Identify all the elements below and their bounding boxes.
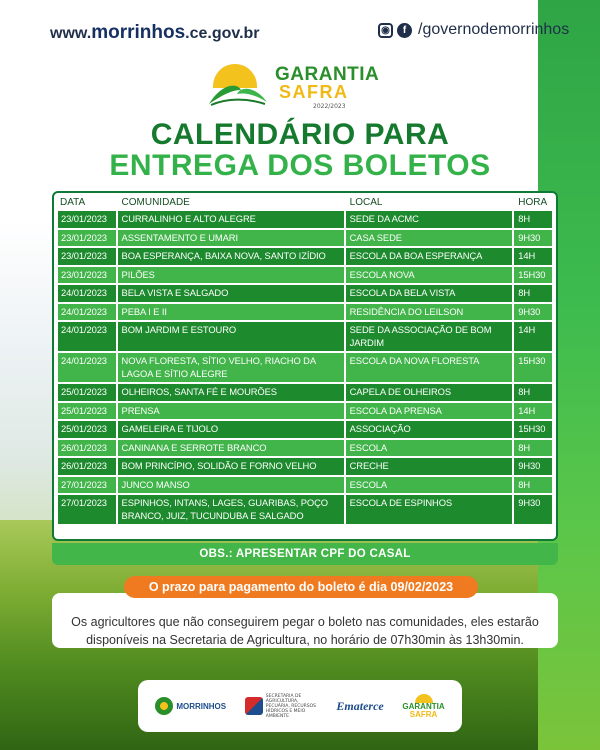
cell-time: 9H30 [514, 495, 552, 524]
page-title-line2: ENTREGA DOS BOLETOS [109, 149, 491, 182]
table-row [58, 353, 552, 382]
cell-time: 9H30 [514, 304, 552, 321]
logo-garantia: GARANTIA [275, 64, 380, 85]
deadline-badge: O prazo para pagamento do boleto é dia 09/02/2023 [124, 576, 478, 598]
social-handle[interactable] [378, 21, 569, 39]
cell-community: PILÕES [118, 267, 346, 284]
table-row [58, 495, 552, 524]
cell-community: NOVA FLORESTA, SÍTIO VELHO, RIACHO DA LAGOA E SÍTIO ALEGRE [118, 353, 346, 382]
cell-time: 8H [514, 440, 552, 457]
cell-time: 8H [514, 477, 552, 494]
table-row [58, 440, 552, 457]
cell-place: ESCOLA NOVA [346, 267, 515, 284]
cell-place: ESCOLA DA NOVA FLORESTA [346, 353, 515, 382]
cell-date: 25/01/2023 [58, 421, 118, 438]
notice-text: Os agricultores que não conseguirem pegar o boleto nas comunidades, eles estarão disponíveis na Secretaria de Agricultura, no horário de 07h30min às 13h30min. [71, 615, 539, 647]
cell-place: ESCOLA [346, 477, 515, 494]
table-row [58, 267, 552, 284]
table-row [58, 285, 552, 302]
cell-place: CASA SEDE [346, 230, 515, 247]
footer-gs-garantia: GARANTIA [402, 701, 445, 711]
cell-time: 8H [514, 285, 552, 302]
cell-community: PRENSA [118, 403, 346, 420]
cell-community: BOA ESPERANÇA, BAIXA NOVA, SANTO IZÍDIO [118, 248, 346, 265]
ematerce-logo [336, 699, 383, 714]
cell-date: 27/01/2023 [58, 477, 118, 494]
cell-time: 14H [514, 322, 552, 351]
cell-place: RESIDÊNCIA DO LEILSON [346, 304, 515, 321]
cell-date: 25/01/2023 [58, 384, 118, 401]
morrinhos-text: MORRINHOS [176, 701, 227, 711]
ematerce-text: Ematerce [336, 698, 384, 713]
cell-date: 23/01/2023 [58, 248, 118, 265]
table-row [58, 458, 552, 475]
cell-place: ESCOLA DA BOA ESPERANÇA [346, 248, 515, 265]
morrinhos-logo [155, 697, 226, 715]
cell-time: 8H [514, 384, 552, 401]
notice-box [52, 593, 558, 648]
cell-date: 24/01/2023 [58, 322, 118, 351]
logo-year: 2022/2023 [313, 103, 346, 110]
cell-place: ESCOLA DE ESPINHOS [346, 495, 515, 524]
obs-banner: OBS.: APRESENTAR CPF DO CASAL [52, 543, 558, 565]
site-suffix: .ce.gov.br [185, 25, 260, 42]
cell-community: ASSENTAMENTO E UMARI [118, 230, 346, 247]
header-community: COMUNIDADE [121, 196, 190, 208]
cell-date: 23/01/2023 [58, 267, 118, 284]
cell-place: CRECHE [346, 458, 515, 475]
footer-gs-safra: SAFRA [409, 709, 438, 719]
cell-date: 24/01/2023 [58, 304, 118, 321]
secretaria-crest-icon [245, 697, 263, 715]
header-time: HORA [518, 196, 548, 208]
cell-community: ESPINHOS, INTANS, LAGES, GUARIBAS, POÇO BRANCO, JUIZ, TUCUNDUBA E SALGADO [118, 495, 346, 524]
cell-date: 27/01/2023 [58, 495, 118, 524]
cell-place: CAPELA DE OLHEIROS [346, 384, 515, 401]
cell-time: 15H30 [514, 353, 552, 382]
secretaria-text: SECRETARIA DE AGRICULTURA, PECUÁRIA, RECURSOS HÍDRICOS E MEIO AMBIENTE [265, 693, 317, 719]
cell-time: 8H [514, 211, 552, 228]
table-row [58, 211, 552, 228]
cell-community: CANINANA E SERROTE BRANCO [118, 440, 346, 457]
cell-place: SEDE DA ACMC [346, 211, 515, 228]
cell-community: BOM JARDIM E ESTOURO [118, 322, 346, 351]
cell-place: ESCOLA DA PRENSA [346, 403, 515, 420]
cell-date: 24/01/2023 [58, 285, 118, 302]
morrinhos-crest-icon [155, 697, 173, 715]
site-name: morrinhos [91, 22, 186, 43]
table-header [58, 193, 552, 211]
table-row [58, 322, 552, 351]
cell-date: 23/01/2023 [58, 211, 118, 228]
cell-community: OLHEIROS, SANTA FÉ E MOURÕES [118, 384, 346, 401]
header-date: DATA [60, 196, 86, 208]
cell-community: BOM PRINCÍPIO, SOLIDÃO E FORNO VELHO [118, 458, 346, 475]
cell-community: JUNCO MANSO [118, 477, 346, 494]
cell-community: PEBA I E II [118, 304, 346, 321]
cell-place: SEDE DA ASSOCIAÇÃO DE BOM JARDIM [346, 322, 515, 351]
cell-time: 9H30 [514, 458, 552, 475]
garantia-safra-logo [205, 62, 380, 112]
page-title-line1: CALENDÁRIO PARA [150, 118, 450, 151]
logo-safra: SAFRA [279, 82, 349, 102]
table-row [58, 477, 552, 494]
cell-time: 15H30 [514, 421, 552, 438]
footer-logos [138, 680, 462, 732]
cell-date: 26/01/2023 [58, 440, 118, 457]
instagram-icon: ◉ [378, 23, 393, 38]
secretaria-logo [245, 694, 318, 719]
table-body [58, 211, 552, 524]
garantia-safra-footer-logo [402, 694, 444, 719]
cell-place: ESCOLA [346, 440, 515, 457]
table-row [58, 304, 552, 321]
cell-community: BELA VISTA E SALGADO [118, 285, 346, 302]
cell-date: 26/01/2023 [58, 458, 118, 475]
cell-time: 15H30 [514, 267, 552, 284]
cell-place: ASSOCIAÇÃO [346, 421, 515, 438]
table-row [58, 384, 552, 401]
leaf-icon [207, 80, 269, 106]
table-row [58, 248, 552, 265]
cell-community: CURRALINHO E ALTO ALEGRE [118, 211, 346, 228]
schedule-table [52, 191, 558, 541]
cell-date: 23/01/2023 [58, 230, 118, 247]
table-row [58, 230, 552, 247]
cell-community: GAMELEIRA E TIJOLO [118, 421, 346, 438]
cell-time: 9H30 [514, 230, 552, 247]
table-row [58, 421, 552, 438]
header-place: LOCAL [349, 196, 383, 208]
website-link[interactable] [50, 22, 260, 44]
cell-date: 24/01/2023 [58, 353, 118, 382]
table-row [58, 403, 552, 420]
cell-date: 25/01/2023 [58, 403, 118, 420]
facebook-icon: f [397, 23, 412, 38]
social-handle-text: /governodemorrinhos [418, 21, 570, 38]
site-prefix: www. [50, 25, 92, 42]
cell-time: 14H [514, 248, 552, 265]
cell-time: 14H [514, 403, 552, 420]
cell-place: ESCOLA DA BELA VISTA [346, 285, 515, 302]
